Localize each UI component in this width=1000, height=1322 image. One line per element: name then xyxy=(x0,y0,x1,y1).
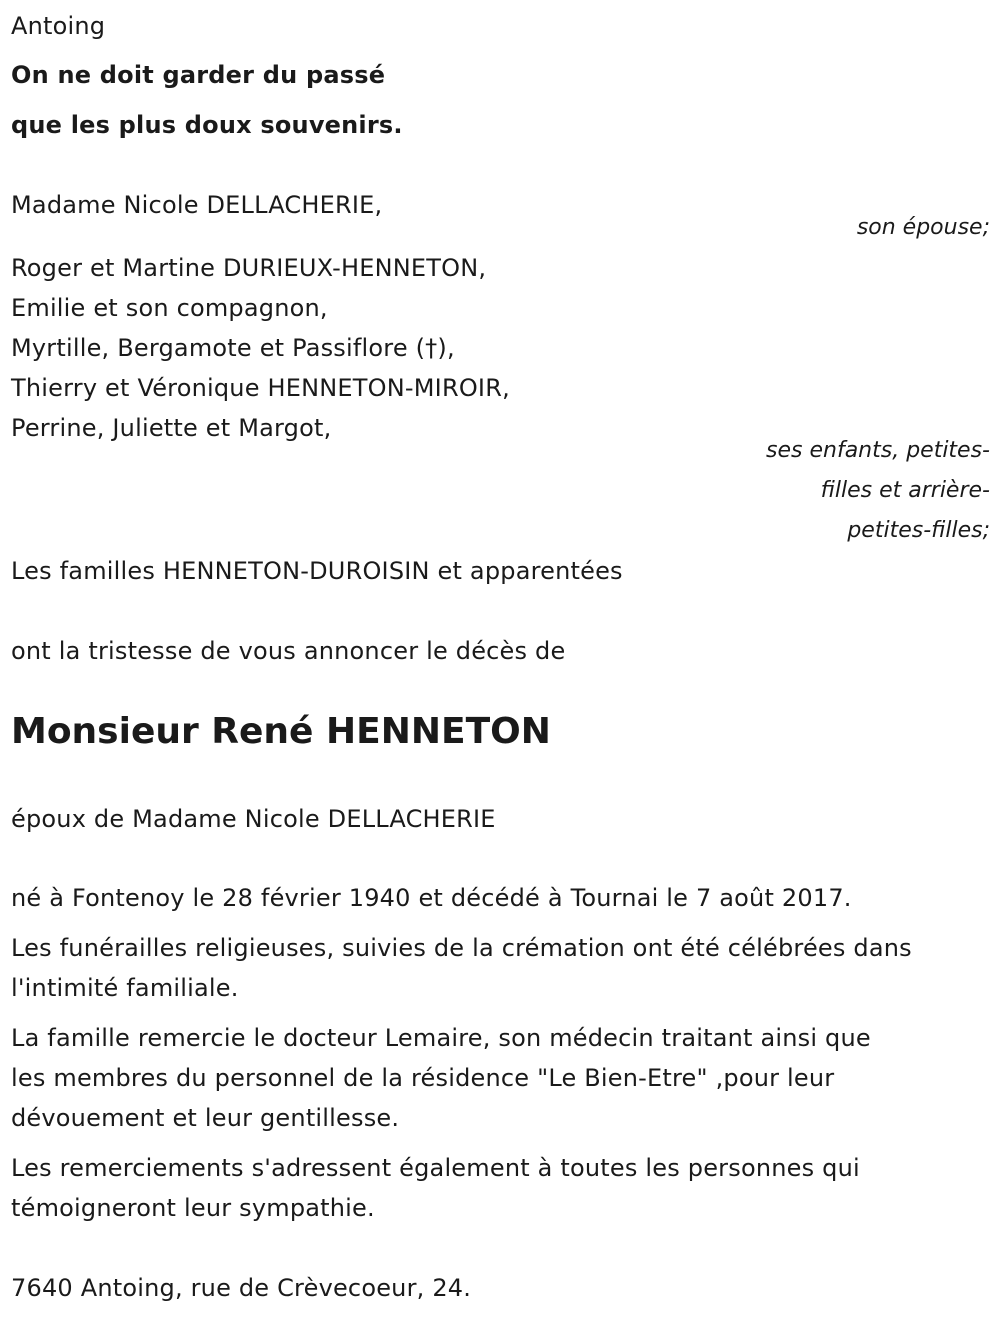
child-line: Perrine, Juliette et Margot, xyxy=(11,414,332,442)
child-line: Thierry et Véronique HENNETON-MIROIR, xyxy=(11,374,510,402)
funeral-line: Les funérailles religieuses, suivies de la crémation ont été célébrées dans xyxy=(11,934,912,962)
child-line: Myrtille, Bergamote et Passiflore (†), xyxy=(11,334,455,362)
children-role: ses enfants, petites- xyxy=(766,438,990,463)
thanks-line: dévouement et leur gentillesse. xyxy=(11,1104,400,1132)
thanks-line: les membres du personnel de la résidence "Le Bien-Etre" ,pour leur xyxy=(11,1064,835,1092)
thanks2-line: témoigneront leur sympathie. xyxy=(11,1194,375,1222)
deceased-name: Monsieur René HENNETON xyxy=(11,711,551,752)
children-role: filles et arrière- xyxy=(820,478,990,503)
address: 7640 Antoing, rue de Crèvecoeur, 24. xyxy=(11,1274,472,1302)
spouse: Madame Nicole DELLACHERIE, xyxy=(11,191,383,219)
spouse-role: son épouse; xyxy=(856,215,990,240)
children-role: petites-filles; xyxy=(847,518,990,543)
spouse-of: époux de Madame Nicole DELLACHERIE xyxy=(11,805,496,833)
announcement-intro: ont la tristesse de vous annoncer le décès de xyxy=(11,637,566,665)
child-line: Roger et Martine DURIEUX-HENNETON, xyxy=(11,254,487,282)
relatives: Les familles HENNETON-DUROISIN et apparentées xyxy=(11,557,623,585)
town: Antoing xyxy=(11,12,106,40)
funeral-line: l'intimité familiale. xyxy=(11,974,239,1002)
thanks2-line: Les remerciements s'adressent également à toutes les personnes qui xyxy=(11,1154,860,1182)
birth-death: né à Fontenoy le 28 février 1940 et décédé à Tournai le 7 août 2017. xyxy=(11,884,852,912)
quote-line-2: que les plus doux souvenirs. xyxy=(11,111,403,139)
quote-line-1: On ne doit garder du passé xyxy=(11,61,386,89)
child-line: Emilie et son compagnon, xyxy=(11,294,328,322)
thanks-line: La famille remercie le docteur Lemaire, son médecin traitant ainsi que xyxy=(11,1024,871,1052)
